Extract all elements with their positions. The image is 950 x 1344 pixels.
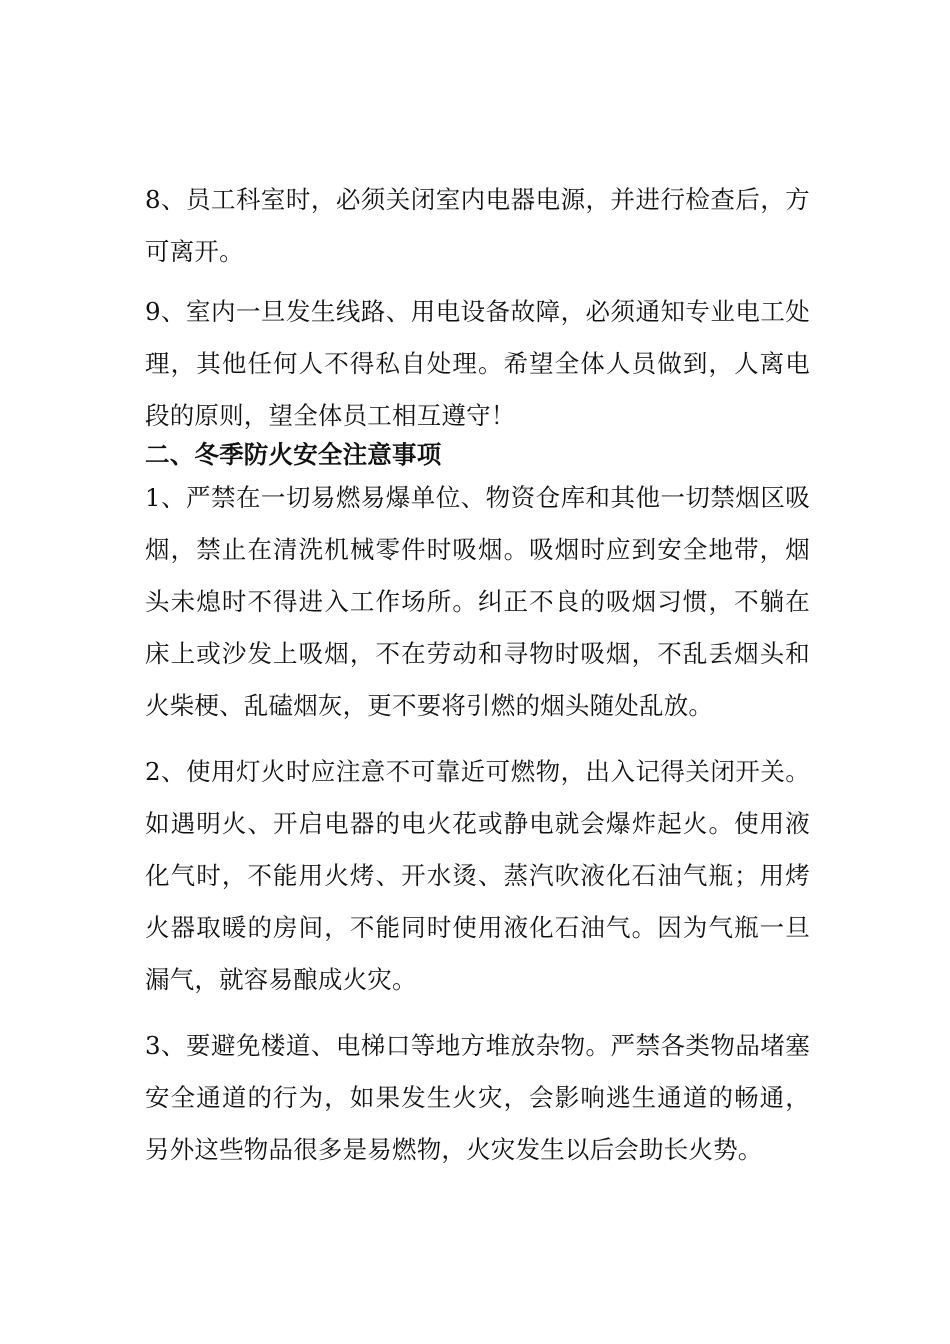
section-item-1: 1、严禁在一切易燃易爆单位、物资仓库和其他一切禁烟区吸烟，禁止在清洗机械零件时吸烟。吸烟时应到安全地带，烟头未熄时不得进入工作场所。纠正不良的吸烟习惯，不躺在床上或沙发上吸烟，不在劳动和寻物时吸烟，不乱丢烟头和火柴梗、乱磕烟灰，更不要将引燃的烟头随处乱放。 xyxy=(145,483,810,720)
document-body xyxy=(145,174,810,1176)
section-item-3: 3、要避免楼道、电梯口等地方堆放杂物。严禁各类物品堵塞安全通道的行为，如果发生火灾，会影响逃生通道的畅通，另外这些物品很多是易燃物，火灾发生以后会助长火势。 xyxy=(145,1031,810,1164)
paragraph-item-8: 8、员工科室时，必须关闭室内电器电源，并进行检查后，方可离开。 xyxy=(145,185,810,266)
section-heading: 二、冬季防火安全注意事项 xyxy=(145,440,442,469)
paragraph-item-9: 9、室内一旦发生线路、用电设备故障，必须通知专业电工处理，其他任何人不得私自处理。希望全体人员做到，人离电段的原则，望全体员工相互遵守！ xyxy=(145,297,810,430)
section-item-2: 2、使用灯火时应注意不可靠近可燃物，出入记得关闭开关。如遇明火、开启电器的电火花或静电就会爆炸起火。使用液化气时，不能用火烤、开水烫、蒸汽吹液化石油气瓶；用烤火器取暖的房间，不能同时使用液化石油气。因为气瓶一旦漏气，就容易酿成火灾。 xyxy=(145,757,810,994)
